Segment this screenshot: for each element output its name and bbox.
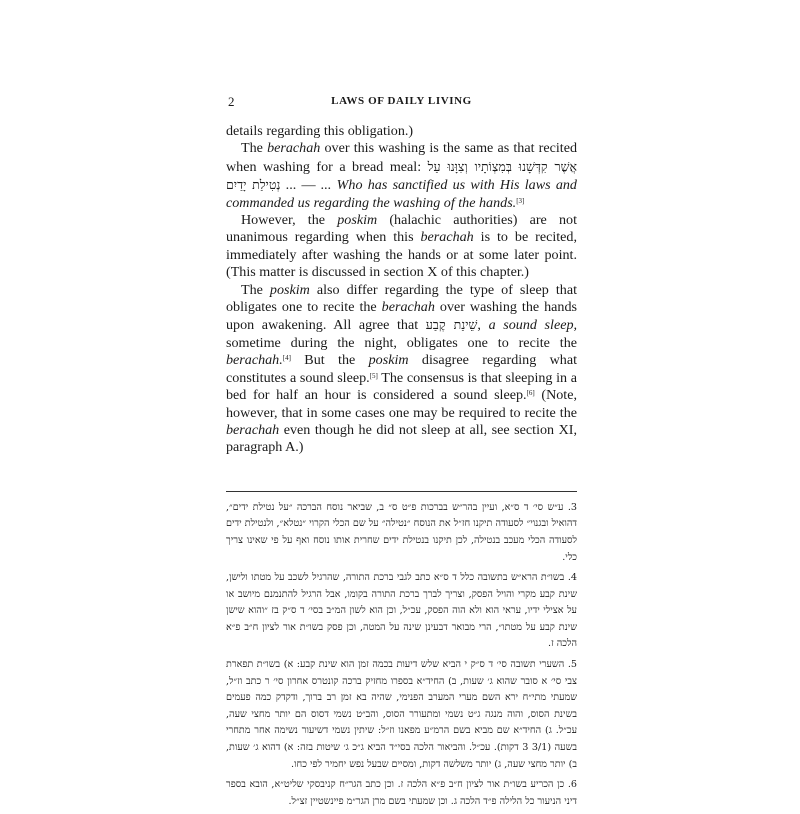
italic-term: berachah (267, 140, 321, 157)
footnote-6 (226, 777, 577, 810)
footnote-text: בשו״ת הרא״ש בתשובה כלל ד ס״א כתב לגבי ברכת התורה, שהרגיל לשכב על מטתו ולישן, שינת קבע מקרי והויל הפסק, וצריך לברך ברכת התורה בקומו, אבל הרגיל להתנמנם מיושב או על אצילי ידיו, עראי הוא ולא הוה הפסק, עכ״ל, וכן הוא לשון המ״ב בסי׳ ד ס״ק בז ״והוא שישן שינת קבע על מטתו״, הרי מבואר דבעינן שינה על המטה, וכן פסק בשו״ת אור לציון ח״ב פ״א הלכה ז. (226, 572, 577, 650)
paragraph-3 (226, 212, 577, 282)
text-span: But the (290, 352, 369, 369)
text-span: over washing the hands upon awakening. All agree that (226, 299, 577, 334)
italic-term: berachah (381, 299, 435, 316)
text-span: However, the (241, 212, 338, 229)
italic-term: berachah. (226, 352, 283, 369)
hebrew-blessing: אֲשֶׁר קִדְּשָׁנוּ בְּמִצְוֹתָיו וְצִוָּנוּ עַל נְטִילַת יָדַיִם (226, 158, 577, 193)
footnote-4 (226, 570, 577, 653)
paragraph-1: details regarding this obligation.) (226, 123, 414, 139)
italic-term: poskim (368, 352, 409, 369)
text-span: sometime during the night, obligates one to recite the (226, 334, 577, 351)
text-span: The (241, 281, 270, 298)
footnotes (226, 500, 577, 811)
italic-term: poskim (337, 212, 378, 229)
footnote-text: ע״ש סי׳ ד ס״א, ועיין בהר״ש בברכות פ״ט ס״ ב, שביאר נוסח הברכה ״על נטילת ידים״, דהואיל ובגנוי״ לסעודה תיקנו חז״ל את הנוסח ״נטילה״ על שם הכלי הקרוי ״נטלא״, ולנטילת ידים לסעודה הכלי מעכב בנטילה, לכן תיקנו בנטילת ידים שחרית אותו נוסח ואף על פי שאינו צריך כלי. (226, 501, 577, 563)
footnote-number: 5. (567, 659, 577, 671)
footnote-ref-6[interactable]: [6] (526, 389, 535, 398)
text-span: also differ regarding the type of sleep that obligates one to recite the (226, 281, 577, 316)
text-span: The consensus is that sleeping in a bed for half an hour is considered a sound sleep. (226, 369, 577, 404)
text-span: even though he did not sleep at all, see section XI, paragraph A.) (226, 421, 577, 456)
text-span: is to be recited, immediately after washing the hands or at some later point. (This matter is discussed in section X of this chapter.) (226, 229, 578, 281)
footnote-ref-3[interactable]: [3] (516, 196, 525, 205)
footnote-text: השערי תשובה סי׳ ד ס״ק י הביא שלש דיעות בכמה זמן הוא שינת קבע: א) בשו״ת תפארת צבי סי׳ א סובר שהוא ג׳ שעות, ב) החיד״א בספרו מחזיק ברכה קונטרס אחרון סי׳ ר כתב וז״ל, שמעתי מתי״ח ירא השם מערי המערב הפנימי, שהיה בא זמן רב ברוך, ודקדק כמה פעמים בשינת הסוס, והוה מנגה ג״ט נשמי ומתעורר הסוס, והב״ט נשמי דסוס הם יותר מחצי שעה, עכ״ל. ג) החיד״א שם מביא בשם הרמ״ע מפאנו וז״ל: שיתין נשמי דשיעור נשימה אחר מתחרי בשעה (3/1 3 דקות). עכ״ל. והביאור הלכה בסי״ד הביא ג״כ ג׳ שיטות בזה: א) דהוא ג׳ שעות, ב) יותר מחצי שעה, ג) יותר משלשה דקות, ומסיים שבעל נפש יחמיר לפי כחו. (226, 659, 577, 770)
footnote-text: כן הכריע בשו״ת אור לציון ח״ב פ״א הלכה ז. וכן כתב הגר״ח קניבסקי שליט״א, הובא בספר דיני הניעור כל הלילה פ״ד הלכה ג. וכן שמעתי בשם מרן הגר״מ פיינשטיין זצ״ל. (226, 779, 577, 807)
text-span: , (477, 317, 489, 334)
footnote-number: 6. (567, 779, 577, 791)
footnote-3 (226, 500, 577, 566)
text-span: (Note, however, that in some cases one may be required to recite the (226, 387, 577, 421)
footnote-ref-5[interactable]: [5] (369, 371, 378, 380)
footnote-number: 3. (567, 501, 577, 513)
text-span: (halachic authorities) are not unanimous regarding when this (226, 212, 577, 246)
page-header (226, 94, 577, 112)
main-text (226, 123, 577, 457)
paragraph-2 (226, 140, 577, 212)
text-span: The (241, 140, 268, 157)
text-span: over this washing is the same as that recited when washing for a bread meal: (226, 140, 578, 175)
italic-term: berachah (226, 421, 280, 438)
footnote-5 (226, 657, 577, 773)
italic-term: berachah (420, 229, 474, 246)
page-number: 2 (228, 94, 235, 109)
footnote-ref-4[interactable]: [4] (282, 354, 291, 363)
hebrew-term: שֵׁינַת קֶבַע (425, 317, 478, 333)
footnote-number: 4. (567, 572, 577, 584)
paragraph-4 (226, 282, 577, 457)
text-span: disagree regarding what constitutes a sound sleep. (226, 352, 578, 386)
translation-italic: ... Who has sanctified us with His laws and commanded us regarding the washing of the hands. (226, 177, 577, 211)
italic-term: a sound sleep, (488, 317, 578, 334)
italic-term: poskim (269, 281, 310, 298)
book-page (226, 94, 577, 814)
running-title: LAWS OF DAILY LIVING (331, 95, 472, 107)
text-span: ... — (280, 177, 321, 194)
footnote-divider (226, 491, 577, 492)
